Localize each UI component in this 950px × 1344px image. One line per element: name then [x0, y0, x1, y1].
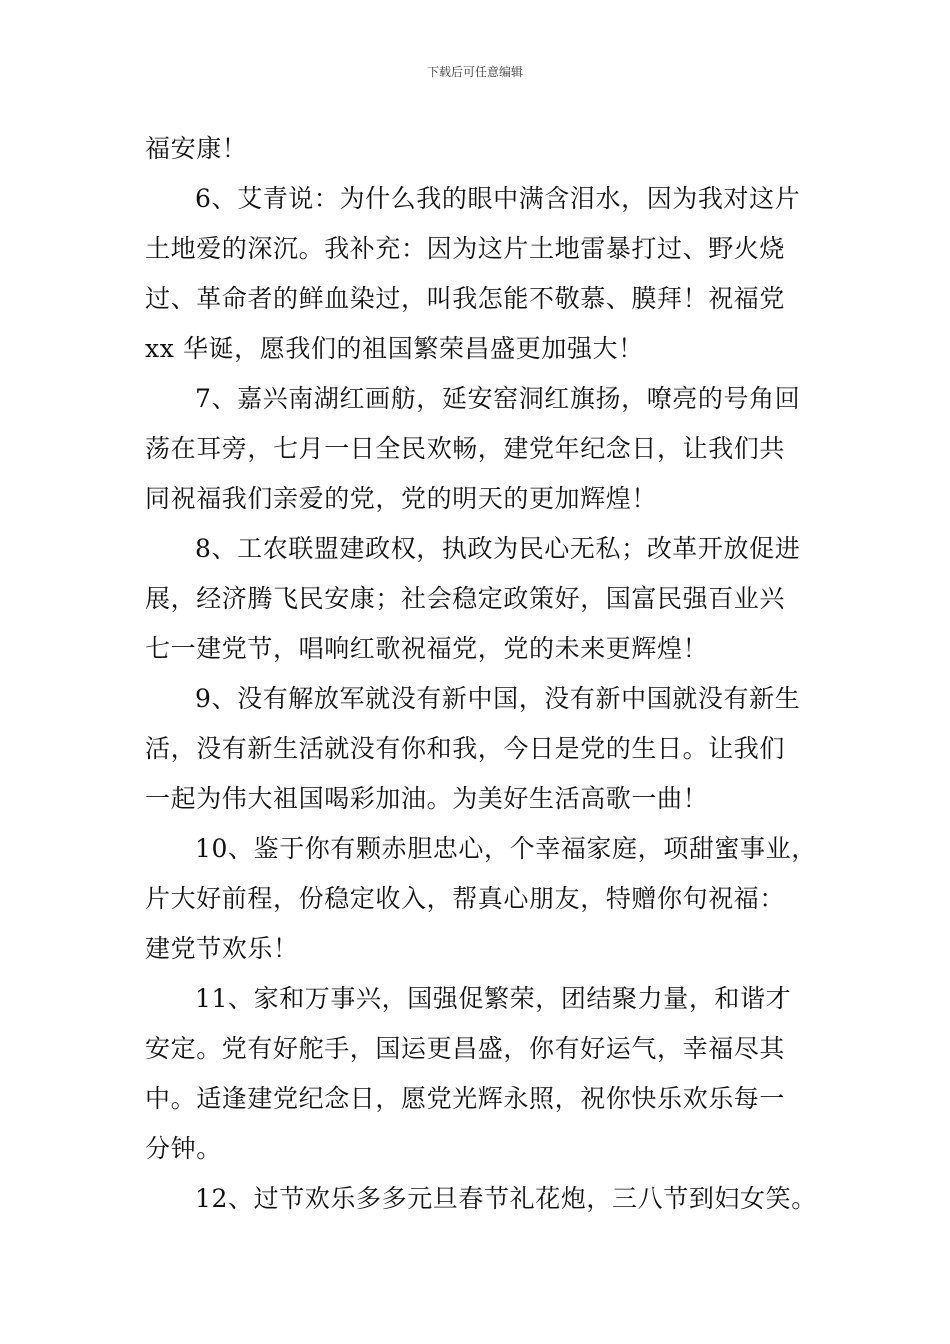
text-line: 荡在耳旁，七月一日全民欢畅，建党年纪念日，让我们共 — [145, 434, 786, 463]
text-line: 七一建党节，唱响红歌祝福党，党的未来更辉煌！ — [145, 634, 709, 663]
text-line: 11、家和万事兴，国强促繁荣，团结聚力量，和谐才 — [195, 984, 792, 1013]
text-line: 活，没有新生活就没有你和我，今日是党的生日。让我们 — [145, 734, 786, 763]
text-line: 8、工农联盟建政权，执政为民心无私；改革开放促进 — [195, 534, 801, 563]
text-line: 7、嘉兴南湖红画舫，延安窑洞红旗扬，嘹亮的号角回 — [195, 384, 801, 413]
text-line: 9、没有解放军就没有新中国，没有新中国就没有新生 — [195, 684, 801, 713]
page-header: 下载后可任意编辑 — [426, 65, 523, 79]
text-line: 12、过节欢乐多多元旦春节礼花炮，三八节到妇女笑。 — [195, 1184, 817, 1213]
text-line: 展，经济腾飞民安康；社会稳定政策好，国富民强百业兴 — [145, 584, 786, 613]
text-line: 同祝福我们亲爱的党，党的明天的更加辉煌！ — [145, 484, 658, 513]
text-line: xx 华诞，愿我们的祖国繁荣昌盛更加强大！ — [145, 334, 644, 363]
text-line: 建党节欢乐！ — [145, 934, 299, 963]
text-line: 福安康！ — [145, 134, 248, 163]
text-line: 土地爱的深沉。我补充：因为这片土地雷暴打过、野火烧 — [145, 234, 786, 263]
text-line: 10、鉴于你有颗赤胆忠心，个幸福家庭，项甜蜜事业， — [195, 834, 817, 863]
text-line: 6、艾青说：为什么我的眼中满含泪水，因为我对这片 — [195, 184, 801, 213]
text-line: 片大好前程，份稳定收入，帮真心朋友，特赠你句祝福： — [145, 884, 786, 913]
text-line: 一起为伟大祖国喝彩加油。为美好生活高歌一曲！ — [145, 784, 709, 813]
text-line: 分钟。 — [145, 1134, 222, 1163]
text-line: 安定。党有好舵手，国运更昌盛，你有好运气，幸福尽其 — [145, 1034, 786, 1063]
text-line: 中。适逢建党纪念日，愿党光辉永照，祝你快乐欢乐每一 — [145, 1084, 786, 1113]
text-line: 过、革命者的鲜血染过，叫我怎能不敬慕、膜拜！祝福党 — [145, 284, 786, 313]
